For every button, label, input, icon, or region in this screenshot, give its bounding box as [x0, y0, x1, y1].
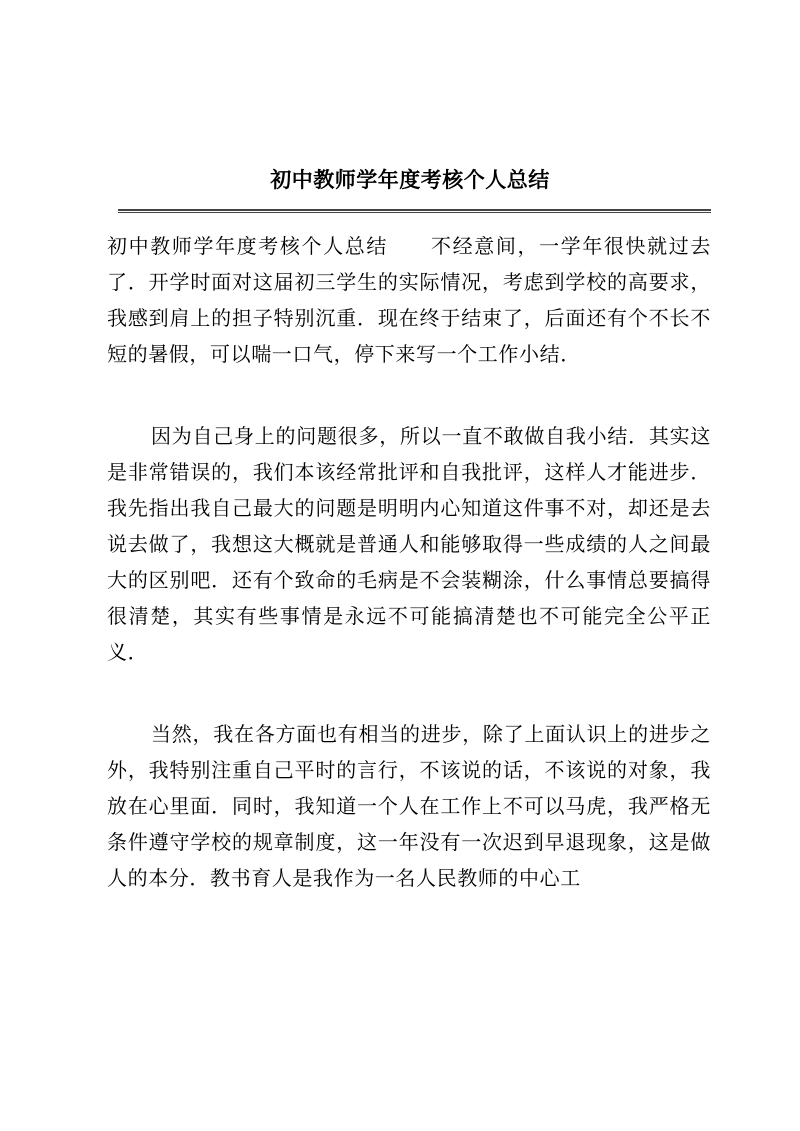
- paragraph-1: [107, 228, 711, 372]
- paragraph-2: 因为自己身上的问题很多，所以一直不敢做自我小结．其实这是非常错误的，我们本该经常批评和自我批评，这样人才能进步．我先指出我自己最大的问题是明明内心知道这件事不对，却还是去说去做了，我想这大概就是普通人和能够取得一些成绩的人之间最大的区别吧．还有个致命的毛病是不会装糊涂，什么事情总要搞得很清楚，其实有些事情是永远不可能搞清楚也不可能完全公平正义．: [107, 424, 711, 664]
- document-title: 初中教师学年度考核个人总结: [270, 167, 550, 192]
- document-body: [107, 228, 711, 942]
- title-divider: [118, 209, 711, 213]
- intro-heading: 初中教师学年度考核个人总结: [107, 234, 388, 258]
- paragraph-1-text: 不经意间，一学年很快就过去了．开学时面对这届初三学生的实际情况，考虑到学校的高要求，我感到肩上的担子特别沉重．现在终于结束了，后面还有个不长不短的暑假，可以喘一口气，停下来写一个工作小结．: [107, 234, 711, 366]
- paragraph-3: 当然，我在各方面也有相当的进步，除了上面认识上的进步之外，我特别注重自己平时的言行，不该说的话，不该说的对象，我放在心里面．同时，我知道一个人在工作上不可以马虎，我严格无条件遵守学校的规章制度，这一年没有一次迟到早退现象，这是做人的本分．教书育人是我作为一名人民教师的中心工: [107, 722, 711, 890]
